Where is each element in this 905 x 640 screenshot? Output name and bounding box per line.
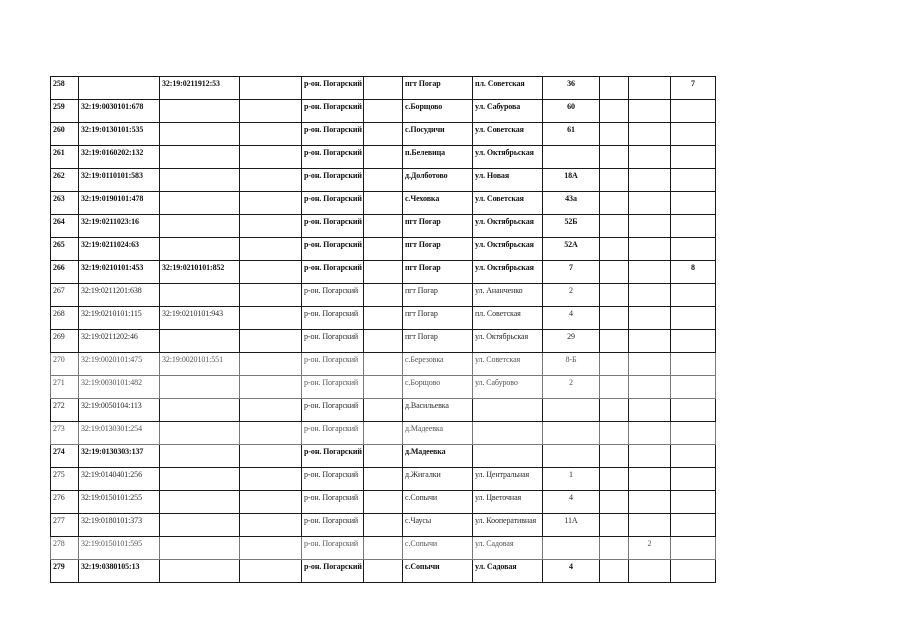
cadastral-number-cell: 32:19:0210101:453 [79,261,160,284]
empty-cell [240,100,302,123]
extra-cell [671,560,716,583]
street-cell: ул. Советская [473,192,543,215]
extra-cell [629,445,671,468]
cadastral-number-cell: 32:19:0110101:583 [79,169,160,192]
cadastral-number-cell [79,77,160,100]
table-row [51,537,716,560]
cadastral-number-cell: 32:19:0211201:638 [79,284,160,307]
extra-cell [671,330,716,353]
row-number-cell: 265 [51,238,79,261]
house-number-cell: 60 [543,100,600,123]
settlement-cell: д.Мадеевка [403,445,473,468]
secondary-cadastral-number-cell [160,468,240,491]
secondary-cadastral-number-cell [160,422,240,445]
secondary-cadastral-number-cell [160,445,240,468]
extra-cell [629,422,671,445]
street-cell: ул. Ананченко [473,284,543,307]
row-number-cell: 264 [51,215,79,238]
cadastral-number-cell: 32:19:0150101:595 [79,537,160,560]
settlement-cell: с.Березовка [403,353,473,376]
extra-cell [671,215,716,238]
empty-cell [240,468,302,491]
empty-cell [240,215,302,238]
extra-cell: 8 [671,261,716,284]
secondary-cadastral-number-cell: 32:19:0210101:852 [160,261,240,284]
secondary-cadastral-number-cell [160,100,240,123]
extra-cell [629,123,671,146]
secondary-cadastral-number-cell: 32:19:0210101:943 [160,307,240,330]
table-row [51,261,716,284]
secondary-cadastral-number-cell [160,560,240,583]
house-number-cell: 2 [543,376,600,399]
extra-cell [671,537,716,560]
secondary-cadastral-number-cell: 32:19:0020101:551 [160,353,240,376]
settlement-cell: д.Жигалки [403,468,473,491]
empty-cell [364,146,403,169]
empty-cell [240,399,302,422]
street-cell: ул. Центральная [473,468,543,491]
empty-cell [240,560,302,583]
district-cell: р-он. Погарский [302,215,364,238]
street-cell: ул. Октябрьская [473,330,543,353]
extra-cell [671,238,716,261]
secondary-cadastral-number-cell [160,330,240,353]
settlement-cell: с.Чеховка [403,192,473,215]
street-cell: пл. Советская [473,307,543,330]
cadastral-number-cell: 32:19:0150101:255 [79,491,160,514]
empty-cell [364,560,403,583]
house-number-cell: 7 [543,261,600,284]
row-number-cell: 270 [51,353,79,376]
empty-cell [364,537,403,560]
empty-cell [240,238,302,261]
table-row [51,169,716,192]
extra-cell [600,353,629,376]
street-cell: ул. Октябрьская [473,238,543,261]
district-cell: р-он. Погарский [302,330,364,353]
cadastral-number-cell: 32:19:0180101:373 [79,514,160,537]
row-number-cell: 266 [51,261,79,284]
street-cell: ул. Октябрьская [473,146,543,169]
secondary-cadastral-number-cell [160,192,240,215]
empty-cell [364,445,403,468]
table-row [51,468,716,491]
cadastral-number-cell: 32:19:0190101:478 [79,192,160,215]
empty-cell [240,537,302,560]
extra-cell [600,215,629,238]
district-cell: р-он. Погарский [302,77,364,100]
secondary-cadastral-number-cell [160,399,240,422]
district-cell: р-он. Погарский [302,123,364,146]
district-cell: р-он. Погарский [302,376,364,399]
extra-cell [629,100,671,123]
table-row [51,146,716,169]
empty-cell [364,77,403,100]
row-number-cell: 278 [51,537,79,560]
district-cell: р-он. Погарский [302,514,364,537]
district-cell: р-он. Погарский [302,261,364,284]
table-row [51,238,716,261]
extra-cell [671,284,716,307]
extra-cell [600,514,629,537]
settlement-cell: с.Сопычи [403,560,473,583]
empty-cell [240,169,302,192]
cadastral-number-cell: 32:19:0030101:678 [79,100,160,123]
table-row [51,491,716,514]
empty-cell [364,468,403,491]
row-number-cell: 277 [51,514,79,537]
extra-cell [600,169,629,192]
empty-cell [240,123,302,146]
house-number-cell: 1 [543,468,600,491]
extra-cell [671,422,716,445]
street-cell [473,422,543,445]
settlement-cell: пгт Погар [403,284,473,307]
extra-cell [671,123,716,146]
extra-cell [629,215,671,238]
extra-cell [629,399,671,422]
extra-cell [629,307,671,330]
settlement-cell: п.Белевица [403,146,473,169]
house-number-cell [543,399,600,422]
extra-cell [629,514,671,537]
table-row [51,100,716,123]
table-row [51,284,716,307]
district-cell: р-он. Погарский [302,146,364,169]
extra-cell [629,491,671,514]
district-cell: р-он. Погарский [302,284,364,307]
extra-cell [671,468,716,491]
street-cell [473,399,543,422]
cadastral-number-cell: 32:19:0211202:46 [79,330,160,353]
table-row [51,422,716,445]
district-cell: р-он. Погарский [302,307,364,330]
district-cell: р-он. Погарский [302,100,364,123]
settlement-cell: с.Борщово [403,376,473,399]
house-number-cell [543,537,600,560]
empty-cell [364,123,403,146]
settlement-cell: пгт Погар [403,261,473,284]
cadastral-number-cell: 32:19:0160202:132 [79,146,160,169]
house-number-cell: 52Б [543,215,600,238]
settlement-cell: пгт Погар [403,330,473,353]
district-cell: р-он. Погарский [302,422,364,445]
empty-cell [364,353,403,376]
extra-cell [671,146,716,169]
extra-cell: 7 [671,77,716,100]
settlement-cell: д.Мадеевка [403,422,473,445]
house-number-cell: 61 [543,123,600,146]
street-cell: ул. Садовая [473,560,543,583]
extra-cell [671,445,716,468]
empty-cell [240,77,302,100]
extra-cell: 2 [629,537,671,560]
district-cell: р-он. Погарский [302,491,364,514]
secondary-cadastral-number-cell [160,215,240,238]
extra-cell [671,353,716,376]
registry-body [51,77,716,583]
row-number-cell: 269 [51,330,79,353]
settlement-cell: с.Посудичи [403,123,473,146]
extra-cell [629,468,671,491]
row-number-cell: 273 [51,422,79,445]
extra-cell [600,238,629,261]
secondary-cadastral-number-cell [160,491,240,514]
empty-cell [364,192,403,215]
settlement-cell: с.Чаусы [403,514,473,537]
empty-cell [364,215,403,238]
cadastral-number-cell: 32:19:0380105:13 [79,560,160,583]
street-cell: ул. Садовая [473,537,543,560]
secondary-cadastral-number-cell [160,169,240,192]
table-row [51,192,716,215]
row-number-cell: 261 [51,146,79,169]
cadastral-number-cell: 32:19:0130301:254 [79,422,160,445]
row-number-cell: 259 [51,100,79,123]
secondary-cadastral-number-cell [160,514,240,537]
extra-cell [600,284,629,307]
empty-cell [240,514,302,537]
street-cell: ул. Сабурово [473,376,543,399]
cadastral-number-cell: 32:19:0210101:115 [79,307,160,330]
empty-cell [240,192,302,215]
empty-cell [364,284,403,307]
house-number-cell: 18А [543,169,600,192]
empty-cell [240,261,302,284]
empty-cell [240,353,302,376]
settlement-cell: пгт Погар [403,238,473,261]
table-row [51,123,716,146]
house-number-cell [543,445,600,468]
extra-cell [671,491,716,514]
street-cell: ул. Новая [473,169,543,192]
empty-cell [364,491,403,514]
property-registry-table [50,76,716,583]
cadastral-number-cell: 32:19:0130303:137 [79,445,160,468]
empty-cell [240,445,302,468]
house-number-cell [543,422,600,445]
district-cell: р-он. Погарский [302,353,364,376]
row-number-cell: 272 [51,399,79,422]
extra-cell [629,376,671,399]
cadastral-number-cell: 32:19:0140401:256 [79,468,160,491]
row-number-cell: 267 [51,284,79,307]
extra-cell [600,560,629,583]
secondary-cadastral-number-cell [160,123,240,146]
empty-cell [364,100,403,123]
settlement-cell: с.Борщово [403,100,473,123]
table-row [51,353,716,376]
empty-cell [240,491,302,514]
settlement-cell: пгт Погар [403,77,473,100]
extra-cell [600,261,629,284]
table-row [51,514,716,537]
district-cell: р-он. Погарский [302,537,364,560]
table-row [51,330,716,353]
extra-cell [600,330,629,353]
house-number-cell: 43а [543,192,600,215]
empty-cell [364,307,403,330]
street-cell: ул. Кооперативная [473,514,543,537]
street-cell: ул. Октябрьская [473,215,543,238]
street-cell: ул. Советская [473,123,543,146]
extra-cell [600,399,629,422]
table-row [51,560,716,583]
district-cell: р-он. Погарский [302,238,364,261]
cadastral-number-cell: 32:19:0030101:482 [79,376,160,399]
street-cell: ул. Сабурова [473,100,543,123]
secondary-cadastral-number-cell [160,146,240,169]
extra-cell [629,284,671,307]
house-number-cell: 11А [543,514,600,537]
table-row [51,307,716,330]
house-number-cell: 52А [543,238,600,261]
extra-cell [600,491,629,514]
extra-cell [629,146,671,169]
empty-cell [240,422,302,445]
empty-cell [240,330,302,353]
settlement-cell: пгт Погар [403,215,473,238]
empty-cell [364,330,403,353]
extra-cell [629,560,671,583]
secondary-cadastral-number-cell [160,537,240,560]
district-cell: р-он. Погарский [302,468,364,491]
extra-cell [600,422,629,445]
extra-cell [671,376,716,399]
row-number-cell: 275 [51,468,79,491]
table-row [51,376,716,399]
cadastral-number-cell: 32:19:0020101:475 [79,353,160,376]
extra-cell [629,192,671,215]
empty-cell [364,376,403,399]
street-cell: пл. Советская [473,77,543,100]
extra-cell [671,514,716,537]
district-cell: р-он. Погарский [302,169,364,192]
house-number-cell: 36 [543,77,600,100]
cadastral-number-cell: 32:19:0050104:113 [79,399,160,422]
empty-cell [364,399,403,422]
settlement-cell: д.Васильевка [403,399,473,422]
extra-cell [600,468,629,491]
empty-cell [364,261,403,284]
extra-cell [671,169,716,192]
extra-cell [600,192,629,215]
extra-cell [600,307,629,330]
street-cell: ул. Цветочная [473,491,543,514]
table-row [51,399,716,422]
street-cell [473,445,543,468]
settlement-cell: пгт Погар [403,307,473,330]
extra-cell [600,376,629,399]
district-cell: р-он. Погарский [302,560,364,583]
row-number-cell: 258 [51,77,79,100]
settlement-cell: с.Сопычи [403,537,473,560]
district-cell: р-он. Погарский [302,399,364,422]
extra-cell [600,123,629,146]
extra-cell [671,307,716,330]
row-number-cell: 276 [51,491,79,514]
extra-cell [629,77,671,100]
house-number-cell: 8-Б [543,353,600,376]
house-number-cell [543,146,600,169]
street-cell: ул. Советская [473,353,543,376]
table-row [51,215,716,238]
empty-cell [240,146,302,169]
district-cell: р-он. Погарский [302,192,364,215]
extra-cell [671,100,716,123]
table-row [51,445,716,468]
extra-cell [629,261,671,284]
extra-cell [629,169,671,192]
extra-cell [629,353,671,376]
empty-cell [364,422,403,445]
cadastral-number-cell: 32:19:0211024:63 [79,238,160,261]
row-number-cell: 279 [51,560,79,583]
secondary-cadastral-number-cell [160,376,240,399]
secondary-cadastral-number-cell: 32:19:0211912:53 [160,77,240,100]
settlement-cell: д.Долботово [403,169,473,192]
empty-cell [240,376,302,399]
row-number-cell: 271 [51,376,79,399]
street-cell: ул. Октябрьская [473,261,543,284]
secondary-cadastral-number-cell [160,284,240,307]
cadastral-number-cell: 32:19:0130101:535 [79,123,160,146]
house-number-cell: 4 [543,307,600,330]
house-number-cell: 4 [543,560,600,583]
house-number-cell: 4 [543,491,600,514]
empty-cell [364,514,403,537]
row-number-cell: 268 [51,307,79,330]
row-number-cell: 260 [51,123,79,146]
row-number-cell: 274 [51,445,79,468]
row-number-cell: 263 [51,192,79,215]
table-row [51,77,716,100]
extra-cell [600,537,629,560]
extra-cell [671,399,716,422]
house-number-cell: 2 [543,284,600,307]
empty-cell [240,284,302,307]
extra-cell [600,77,629,100]
extra-cell [600,445,629,468]
row-number-cell: 262 [51,169,79,192]
extra-cell [600,100,629,123]
extra-cell [629,330,671,353]
extra-cell [600,146,629,169]
extra-cell [671,192,716,215]
district-cell: р-он. Погарский [302,445,364,468]
empty-cell [364,238,403,261]
cadastral-number-cell: 32:19:0211023:16 [79,215,160,238]
house-number-cell: 29 [543,330,600,353]
empty-cell [240,307,302,330]
settlement-cell: с.Сопычи [403,491,473,514]
extra-cell [629,238,671,261]
secondary-cadastral-number-cell [160,238,240,261]
empty-cell [364,169,403,192]
